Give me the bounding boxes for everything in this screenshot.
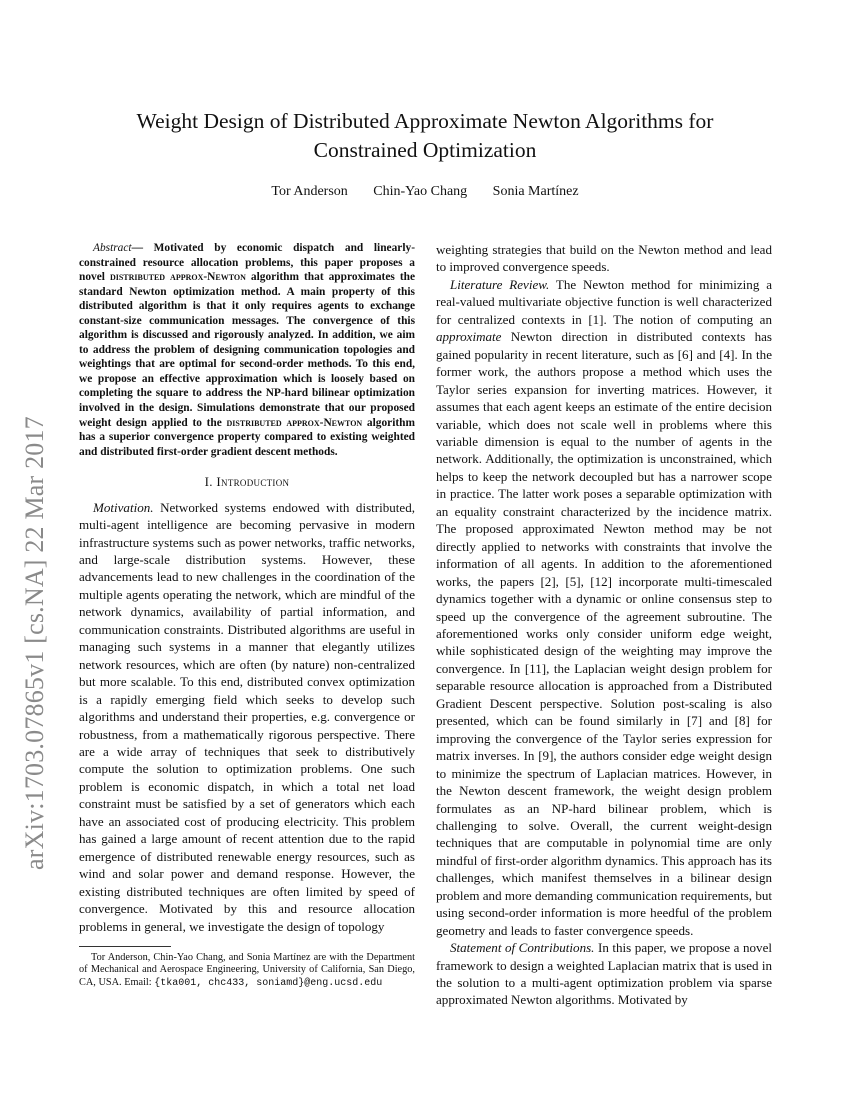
section-heading: [79, 473, 415, 490]
paragraph-lead: Motivation.: [93, 499, 154, 515]
abstract: [79, 241, 415, 459]
paragraph-text: Newton direction in distributed contexts has gained popularity in recent literature, such as [6] and [4]. In the former work, the authors propose a method which uses the Taylor series expansion for inverting matrices. However, it assumes that each agent keeps an estimate of the entire decision variable, which does not scale well in problems where this variable dimension is equal to the number of agents in the network. Additionally, the optimization is unconstrained, which helps to keep the network decoupled but has a narrower scope in practice. The latter work poses a separable optimization with an equality constraint characterized by the incidence matrix. The proposed approximated Newton method may be not directly applied to networks with constraints that involve the information of all agents. In addition to the aforementioned works, the papers [2], [5], [12] incorporate multi-timescaled dynamics together with a dynamic or online consensus step to speed up the convergence of the agreement subroutine. The aforementioned works only consider uniform edge weight, while sophisticated design of the weighting may improve the convergence. In [11], the Laplacian weight design problem for separable resource allocation is approached from a Distributed Gradient Descent perspective. Solution post-scaling is also presented, which can be found similarly in [7] and [8] for improving the convergence of the Taylor series expression for matrix inverses. In [9], the authors consider edge weight design to minimize the spectrum of Laplacian matrices. However, in the Newton descent framework, the weight design problem formulates as an NP-hard bilinear problem, which is challenging to solve. Overall, the current weight-design techniques that are computable in polynomial time are only mindful of first-order algorithm dynamics. This approach has its challenges, which manifest themselves in a bilinear design problem and more demanding communication requirements, but using second-order information is more heedful of the problem geometry and leads to faster convergence speeds.: [436, 329, 772, 938]
footnote-text: Tor Anderson, Chin-Yao Chang, and Sonia Martínez are with the Department of Mechanical and Aerospace Engineering, University of California, San Diego, CA, USA. Email:: [79, 952, 415, 988]
abstract-text-3: algorithm has a superior convergence property compared to existing weighted and distributed first-order gradient descent methods.: [79, 416, 415, 458]
paragraph-text: In this paper, we propose a novel framework to design a weighted Laplacian matrix that is used in the solution to a multi-agent optimization problem via sparse approximated Newton algorithms. Motivated by: [436, 940, 772, 1008]
arxiv-stamp: arXiv:1703.07865v1 [cs.NA] 22 Mar 2017: [20, 416, 49, 870]
paragraph-text: Networked systems endowed with distributed, multi-agent intelligence are becoming pervasive in modern infrastructure systems such as power networks, traffic networks, and large-scale distribution systems. However, these advancements lead to new challenges in the coordination of the multiple agents operating the network, which are mindful of the network dynamics, availability of partial information, and communication constraints. Distributed algorithms are useful in managing such systems in a manner that elegantly utilizes network resources, which are often (by nature) non-centralized but more scalable. To this end, distributed convex optimization is a rapidly emerging field which seeks to develop such algorithms and understand their properties, e.g. convergence or robustness, from a mathematically rigorous perspective. There are a wide array of techniques that seek to distributively compute the solution to optimization problems. One such problem is economic dispatch, in which a total net load constraint must be satisfied by a set of generators which each have an associated cost of producing electricity. This problem has gained a large amount of recent attention due to the rapid emergence of distributed renewable energy resources, such as wind and solar power and demand response. However, the existing distributed techniques are often limited by speed of convergence. Motivated by this and resource allocation problems in general, we investigate the design of topology: [79, 499, 415, 934]
author-name: Tor Anderson: [271, 184, 348, 199]
algorithm-name: distributed approx-Newton: [109, 271, 246, 284]
abstract-dash: —: [131, 242, 154, 254]
paper-title: [60, 107, 790, 165]
paragraph-lead: Statement of Contributions.: [450, 940, 595, 956]
contributions-paragraph: [436, 939, 772, 1009]
motivation-paragraph: [79, 499, 415, 935]
algorithm-name: distributed approx-Newton: [226, 416, 363, 429]
right-column: [436, 241, 772, 1009]
left-column: [79, 241, 415, 935]
footnote-rule: [79, 946, 171, 947]
footnote-email: {tka001, chc433, soniamd}@eng.ucsd.edu: [154, 977, 383, 989]
author-name: Chin-Yao Chang: [373, 184, 468, 199]
paragraph-text: The Newton method for minimizing a real-valued multivariate objective function is well characterized for centralized contexts in [1]. The notion of computing an: [436, 276, 772, 327]
author-list: [60, 184, 790, 200]
paragraph-lead: Literature Review.: [450, 276, 550, 292]
title-line-1: Weight Design of Distributed Approximate Newton Algorithms for: [136, 109, 714, 133]
footnote: [79, 952, 415, 990]
section-number: I.: [204, 474, 217, 490]
title-line-2: Constrained Optimization: [313, 138, 537, 162]
emphasis: approximate: [436, 329, 502, 345]
abstract-label: Abstract: [93, 242, 132, 254]
abstract-text-2: algorithm that approximates the standard Newton optimization method. A main property of this distributed algorithm is that it only requires agents to exchange constant-size communication messages. The convergence of this algorithm is discussed and rigorously analyzed. In addition, we aim to address the problem of designing communication topologies and weightings that are optimal for second-order methods. To this end, we propose an effective approximation which is loosely based on completing the square to address the NP-hard bilinear optimization involved in the design. Simulations demonstrate that our proposed weight design applied to the: [79, 271, 416, 429]
literature-review-paragraph: [436, 276, 772, 939]
continued-paragraph: weighting strategies that build on the Newton method and lead to improved convergence speeds.: [436, 242, 772, 275]
author-name: Sonia Martínez: [492, 184, 579, 199]
abstract-text-1: Motivated by economic dispatch and linearly-constrained resource allocation problems, this paper proposes a novel: [79, 242, 415, 284]
section-title: Introduction: [216, 474, 290, 490]
